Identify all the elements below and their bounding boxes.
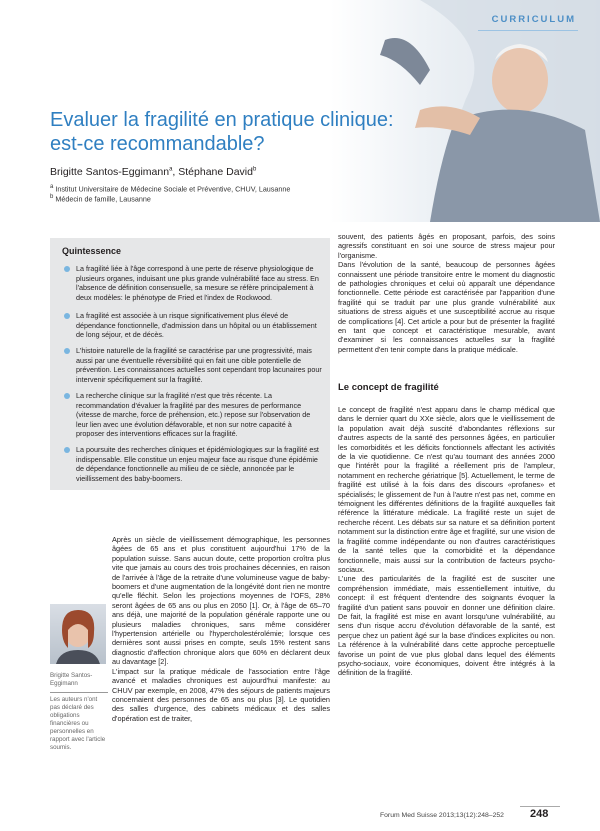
aff-b-sup: b xyxy=(50,194,54,200)
footer-rule xyxy=(520,806,560,807)
conflict-note: Les auteurs n'ont pas déclaré des obligations financières ou personnelles en rapport avec l'article soumis. xyxy=(50,696,106,751)
page-number: 248 xyxy=(530,808,549,820)
section-rule xyxy=(478,30,578,31)
quintessence-item xyxy=(64,311,322,340)
section-heading: Le concept de fragilité xyxy=(338,382,439,393)
section-tag: CURRICULUM xyxy=(491,14,576,25)
body-column-left xyxy=(112,535,330,723)
paragraph: L'une des particularités de la fragilité est de susciter une compréhension immédiate, mais essentiellement intuitive, du concept: il est fréquent d'entendre des soignants évoquer la fragilité d'un patient sans pouvoir en donner une définition claire. De fait, la fragilité est mise en avant lorsqu'une vulnérabilité, au sens d'un risque accru d'évolution défavorable de la santé, est perçue chez un patient âgé sur la base d'indices explicites ou non. La référence à la vulnérabilité dans cette approche perceptuelle favorise un point de vue plus global dans lequel des éléments psycho-sociaux, voire économiques, doivent être intégrés à la définition de la fragilité. xyxy=(338,574,555,678)
article-title xyxy=(50,108,430,156)
quintessence-item xyxy=(64,391,322,439)
quintessence-item-text: La fragilité est associée à un risque significativement plus élevé de dépendance fonctionnelle, d'admission dans un hôpital ou un établissement de long séjour, et de décès. xyxy=(76,311,317,340)
elderly-man-head xyxy=(492,47,548,113)
bullet-icon xyxy=(64,393,70,399)
quintessence-heading: Quintessence xyxy=(62,246,122,256)
author-2: , Stéphane David xyxy=(172,166,253,178)
quintessence-item-text: La poursuite des recherches cliniques et épidémiologiques sur la fragilité est indispensable. Elle constitue un enjeu majeur face au risque d'une épidémie de dépendance fonctionnelle au milieu de ce siècle, annoncée par le vieillissement des baby-boomers. xyxy=(76,445,319,483)
quintessence-item xyxy=(64,445,322,483)
author-1: Brigitte Santos-Eggimann xyxy=(50,166,170,178)
note-divider xyxy=(50,692,108,693)
aff-a-text: Institut Universitaire de Médecine Sociale et Préventive, CHUV, Lausanne xyxy=(55,184,291,194)
authors xyxy=(50,166,256,178)
aff-b-text: Médecin de famille, Lausanne xyxy=(55,194,151,204)
paragraph: L'impact sur la pratique médicale de l'association entre l'âge avancé et maladies chroniques est aujourd'hui manifeste: au CHUV par exemple, en 2008, 47% des séjours de patients majeurs concernaient des personnes de 65 ans ou plus [3]. Le quotidien des salles d'urgence, des cabinets médicaux et des salles d'opération est de traiter, xyxy=(112,666,330,723)
bullet-icon xyxy=(64,348,70,354)
affiliation-b xyxy=(50,192,151,204)
author-2-sup: b xyxy=(252,166,257,173)
title-line-2: est-ce recommandable? xyxy=(50,133,265,155)
body-column-right-top xyxy=(338,232,555,354)
quintessence-item xyxy=(64,264,322,302)
author-1-sup: a xyxy=(169,166,173,173)
journal-citation: Forum Med Suisse 2013;13(12):248–252 xyxy=(380,812,504,819)
body-column-right-bottom xyxy=(338,405,555,678)
portrait-icon xyxy=(50,604,106,664)
aff-a-sup: a xyxy=(50,184,54,190)
paragraph: Dans l'évolution de la santé, beaucoup de personnes âgées connaissent une période transitoire entre le moment du diagnostic de pathologies chroniques et celui où apparaît une dépendance fonctionnelle. Cette période est caractérisée par l'apparition d'une fragilité qui se traduit par une plus grande vulnérabilité aux situations de stress aiguës et une susceptibilité accrue au risque de complications [4]. Cet article a pour but de présenter la fragilité en tant que concept et caractéristique mesurable, avant d'examiner si les connaissances actuelles sur la fragilité permettent d'en tenir compte dans la pratique médicale. xyxy=(338,260,555,354)
paragraph: souvent, des patients âgés en proposant, parfois, des soins agressifs constituant en soi une source de stress majeur pour l'organisme. xyxy=(338,232,555,260)
paragraph: Après un siècle de vieillissement démographique, les personnes âgées de 65 ans et plus constituent aujourd'hui 17% de la population suisse. Sans aucun doute, cette proportion croîtra plus vite que jamais au cours des trois prochaines décennies, en raison de l'arrivée à l'âge de la retraite d'une volumineuse vague de baby-boomers et d'une augmentation de la longévité dont rien ne montre qu'elle fléchit. Selon les projections moyennes de l'OFS, 28% seront âgées de 65 ans ou plus en 2050 [1]. Or, à l'âge de 65–70 ans déjà, une majorité de la population générale rapporte une ou plusieurs maladies chroniques, sans même considérer l'hypertension artérielle ou l'hypercholestérolémie; lorsque ces dernières sont aussi prises en compte, seuls 15% restent sans diagnostic d'affection chronique alors que 60% en déclarent deux au davantage [2]. xyxy=(112,535,330,667)
bullet-icon xyxy=(64,447,70,453)
bullet-icon xyxy=(64,313,70,319)
title-line-1: Evaluer la fragilité en pratique clinique: xyxy=(50,109,394,131)
quintessence-item xyxy=(64,346,322,384)
quintessence-item-text: La recherche clinique sur la fragilité n'est que très récente. La recommandation d'évaluer la fragilité par des mesures de performance (vitesse de marche, force de préhension, etc.) repose sur l'observation de leur lien avec une évolution défavorable, et non sur notre capacité à proposer des interventions efficaces sur la fragilité. xyxy=(76,391,311,439)
quintessence-item-text: La fragilité liée à l'âge correspond à une perte de réserve physiologique de plusieurs organes, induisant une plus grande vulnérabilité face au stress. En l'absence de définition consensuelle, sa mesure se réfère principalement à deux modèles: le phénotype de Fried et l'index de Rockwood. xyxy=(76,264,319,302)
author-photo xyxy=(50,604,106,664)
photo-caption: Brigitte Santos-Eggimann xyxy=(50,672,93,687)
bullet-icon xyxy=(64,266,70,272)
paragraph: Le concept de fragilité n'est apparu dans le champ médical que dans le dernier quart du XXe siècle, alors que le vieillissement de la population avait déjà suscité d'abondantes réflexions sur d'autres aspects de la santé des personnes âgées, en particulier les comorbidités et les déficits fonctionnels affectant les activités de la vie quotidienne. Ce n'est qu'au tournant des années 2000 que l'intérêt pour la fragilité a réellement pris de l'ampleur, notamment en recherche gériatrique [5]. Actuellement, le terme de fragilité est utilisé à la fois dans des discours «profanes» et spécialisés; le glissement de l'un à l'autre n'est pas net, comme en témoignent les différentes définitions de la fragilité auxquelles fait référence la littérature médicale. La fragilité reste un sujet de recherche récent. Les débats sur sa nature et sa définition portent notamment sur la distinction entre âge et fragilité, sur une vision de la fragilité comme indépendante ou non d'autres caractéristiques de la santé telles que la comorbidité et la dépendance fonctionnelle, mais aussi sur la contribution de facteurs psycho-sociaux. xyxy=(338,405,555,574)
quintessence-item-text: L'histoire naturelle de la fragilité se caractérise par une progressivité, mais aussi par une éventuelle réversibilité qui en fait une cible potentielle de prévention. Les connaissances actuelles sont cependant trop lacunaires pour intervenir spécifiquement sur la fragilité. xyxy=(76,346,322,384)
